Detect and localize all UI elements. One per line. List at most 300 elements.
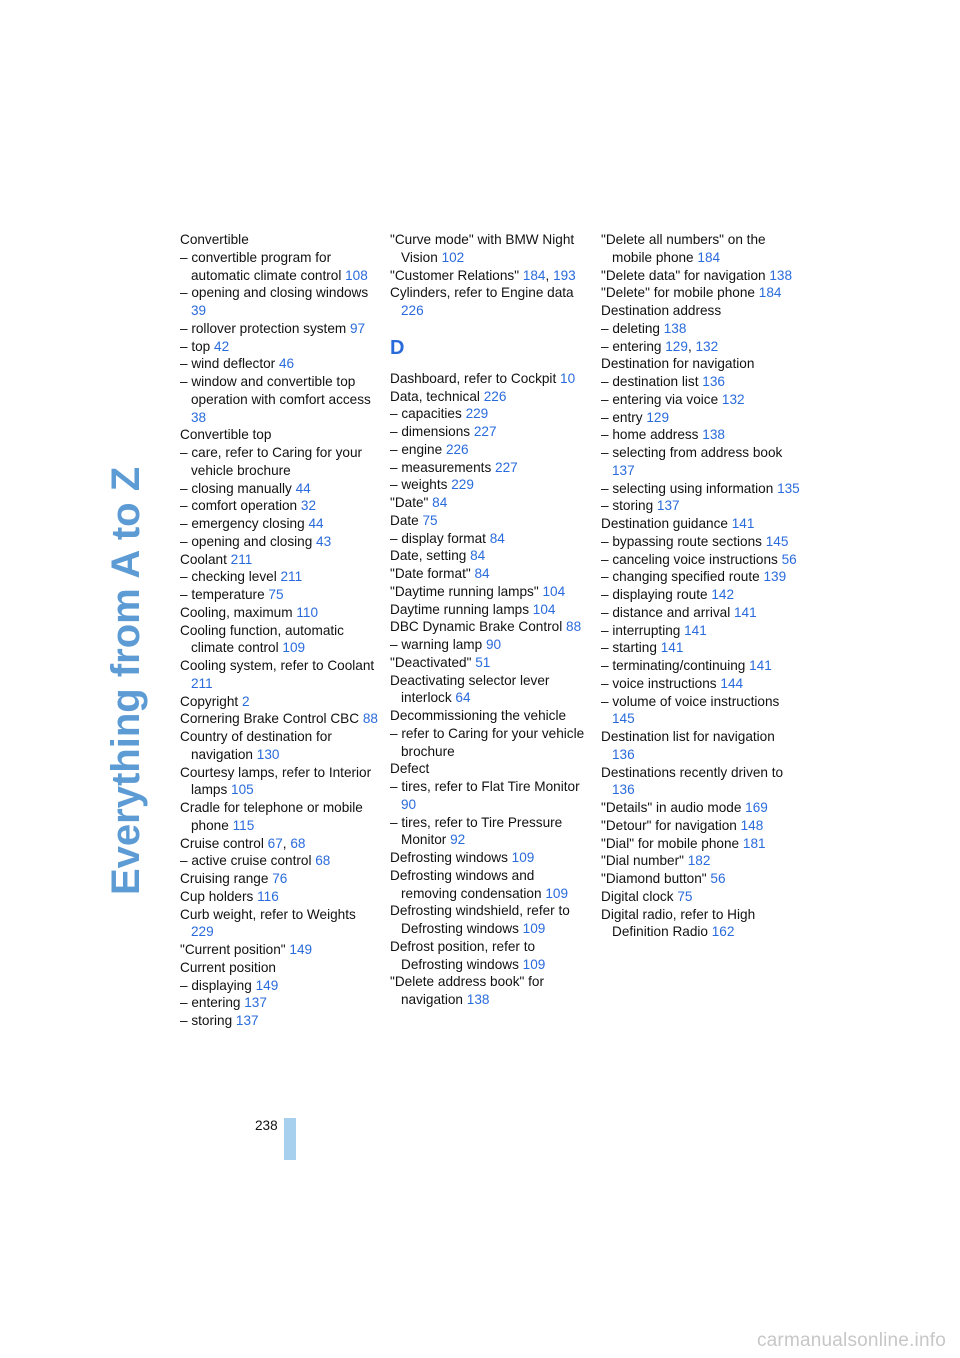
page-ref-link[interactable]: 132	[721, 391, 745, 407]
page-ref-link[interactable]: 56	[710, 871, 726, 886]
index-entry-text: – dimensions	[390, 424, 474, 439]
index-entry	[601, 622, 801, 640]
index-entry	[180, 338, 380, 356]
page-ref-link[interactable]: 64	[455, 690, 471, 706]
index-entry	[390, 973, 590, 1009]
index-entry-text: Deactivating selector lever interlock	[390, 672, 550, 706]
page-ref-link[interactable]: 182	[687, 853, 711, 869]
index-entry-text: Cooling system, refer to Coolant	[180, 658, 375, 673]
page-ref-link[interactable]: 68	[290, 835, 306, 851]
page-ref-link[interactable]: 211	[191, 675, 213, 691]
page-ref-link[interactable]: 229	[451, 477, 474, 493]
index-entry	[390, 583, 590, 601]
index-entry-text: – comfort operation	[180, 498, 301, 514]
index-entry	[601, 231, 801, 267]
page-ref-link[interactable]: 109	[282, 640, 306, 656]
page-ref-separator: ,	[545, 267, 554, 283]
index-entry-text: Decommissioning the vehicle	[390, 708, 567, 723]
index-entry	[180, 710, 380, 728]
index-entry	[180, 799, 380, 835]
index-entry-text: "Daytime running lamps"	[390, 583, 543, 599]
index-entry-text: – distance and arrival	[601, 604, 734, 620]
watermark: carmanualsonline.info	[756, 1330, 946, 1351]
index-entry-text: Cylinders, refer to Engine data	[390, 285, 574, 301]
page-ref-link[interactable]: 92	[450, 832, 466, 848]
page-ref-link[interactable]: 229	[191, 924, 214, 940]
index-entry-text: "Details" in audio mode	[601, 800, 746, 815]
index-entry-text: "Diamond button"	[601, 871, 711, 886]
index-entry	[180, 657, 380, 693]
page-ref-link[interactable]: 139	[763, 569, 787, 585]
index-entry-text: Digital radio, refer to High Definition Radio	[601, 906, 756, 940]
page-ref-link[interactable]: 138	[702, 427, 725, 443]
index-entry-text: – interrupting	[601, 622, 685, 638]
index-entry	[180, 906, 380, 942]
index-entry-text: DBC Dynamic Brake Control	[390, 619, 567, 635]
page-ref-link[interactable]: 104	[542, 583, 566, 599]
index-entry-text: – checking level	[180, 569, 281, 585]
index-entry	[601, 444, 801, 480]
index-entry	[180, 852, 380, 870]
index-entry-text: – window and convertible top operation with comfort access	[180, 374, 371, 407]
index-entry	[601, 586, 801, 604]
index-entry	[390, 814, 590, 850]
index-entry-text: Destination list for navigation	[601, 729, 775, 744]
page-ref-link[interactable]: 109	[522, 956, 546, 972]
page-ref-link[interactable]: 38	[191, 409, 207, 425]
index-entry-text: – wind deflector	[180, 356, 279, 372]
page-ref-link[interactable]: 136	[702, 374, 725, 389]
index-entry	[601, 693, 801, 729]
page-ref-link[interactable]: 109	[545, 885, 569, 901]
index-entry-text: Digital clock	[601, 888, 678, 904]
page-ref-link[interactable]: 132	[695, 338, 719, 354]
page-ref-link[interactable]: 184	[697, 249, 721, 265]
page-ref-link[interactable]: 149	[255, 977, 279, 993]
index-entry-text: Daytime running lamps	[390, 601, 533, 617]
index-entry-text: – bypassing route sections	[601, 533, 766, 549]
page-ref-link[interactable]: 75	[268, 587, 284, 602]
page-ref-separator: ,	[687, 338, 696, 354]
page-ref-link[interactable]: 44	[308, 516, 324, 531]
page-ref-link[interactable]: 141	[749, 658, 772, 673]
index-entry-text: Defrosting windshield, refer to Defrosting windows	[390, 903, 570, 936]
page-ref-link[interactable]: 141	[660, 640, 684, 656]
index-entry-text: – terminating/continuing	[601, 658, 750, 673]
index-entry	[180, 426, 380, 444]
page-ref-link[interactable]: 138	[466, 992, 490, 1007]
index-entry	[180, 249, 380, 285]
page-ref-link[interactable]: 149	[289, 942, 313, 957]
index-entry	[180, 888, 380, 906]
page-ref-separator: ,	[282, 835, 291, 851]
index-entry	[180, 622, 380, 658]
page-ref-link[interactable]: 184	[522, 267, 546, 283]
index-entry-text: Cruise control	[180, 835, 268, 851]
index-entry	[180, 835, 380, 853]
index-entry-text: Convertible top	[180, 427, 272, 443]
index-entry-text: "Date format"	[390, 566, 475, 581]
index-entry	[601, 764, 801, 800]
index-entry	[390, 267, 590, 285]
index-entry-text: "Delete all numbers" on the mobile phone	[601, 232, 766, 265]
index-entry	[180, 994, 380, 1012]
index-entry-text: – temperature	[180, 587, 269, 602]
index-entry-text: – opening and closing windows	[180, 285, 369, 301]
page-ref-link[interactable]: 141	[731, 516, 755, 531]
index-entry	[390, 547, 590, 565]
page-ref-link[interactable]: 130	[256, 746, 280, 762]
index-entry	[601, 320, 801, 338]
page-ref-link[interactable]: 108	[345, 267, 368, 283]
index-entry	[601, 515, 801, 533]
index-entry	[390, 672, 590, 708]
index-entry	[601, 835, 801, 853]
section-title: Everything from A to Z	[104, 466, 148, 895]
page-ref-link[interactable]: 138	[769, 267, 793, 283]
index-entry-text: – starting	[601, 640, 661, 656]
index-entry	[180, 551, 380, 569]
index-entry-text: "Curve mode" with BMW Night Vision	[390, 232, 575, 265]
index-entry-text: Cooling function, automatic climate control	[180, 622, 344, 656]
page-ref-link[interactable]: 67	[267, 835, 283, 851]
index-entry	[390, 284, 590, 320]
index-entry	[390, 530, 590, 548]
index-entry-text: Cornering Brake Control CBC	[180, 711, 363, 727]
index-entry	[601, 355, 801, 373]
index-entry-text: – engine	[390, 441, 446, 457]
index-entry-text: – refer to Caring for your vehicle brochure	[390, 725, 585, 759]
index-entry-text: "Customer Relations"	[390, 267, 523, 283]
index-entry	[390, 476, 590, 494]
index-entry-text: "Detour" for navigation	[601, 817, 741, 833]
index-entry	[390, 778, 590, 814]
index-entry-text: Cruising range	[180, 871, 273, 886]
index-entry-text: – top	[180, 338, 215, 354]
index-entry-text: Cup holders	[180, 888, 258, 904]
page-ref-link[interactable]: 184	[758, 285, 782, 301]
page-ref-link[interactable]: 46	[279, 356, 295, 372]
index-entry-text: Defect	[390, 761, 430, 777]
page-ref-link[interactable]: 88	[362, 711, 378, 727]
page-ref-link[interactable]: 110	[296, 604, 319, 620]
index-entry-text: Cradle for telephone or mobile phone	[180, 800, 363, 833]
page-ref-link[interactable]: 148	[740, 817, 764, 833]
page-ref-link[interactable]: 193	[553, 267, 576, 283]
index-entry	[180, 728, 380, 764]
page-ref-link[interactable]: 51	[475, 654, 491, 670]
index-entry	[601, 302, 801, 320]
index-entry-text: – closing manually	[180, 480, 296, 496]
index-entry	[390, 231, 590, 267]
index-entry	[390, 370, 590, 388]
index-entry	[390, 725, 590, 761]
index-entry-text: "Deactivated"	[390, 654, 476, 670]
page-ref-link[interactable]: 162	[711, 924, 735, 940]
page-ref-link[interactable]: 116	[257, 888, 279, 904]
index-entry-text: – home address	[601, 427, 703, 443]
page-ref-link[interactable]: 136	[612, 746, 635, 762]
page-ref-link[interactable]: 141	[734, 604, 757, 620]
index-entry	[180, 373, 380, 426]
page-ref-link[interactable]: 137	[235, 1013, 259, 1028]
index-entry-text: Dashboard, refer to Cockpit	[390, 370, 561, 386]
index-entry	[601, 480, 801, 498]
index-entry	[601, 799, 801, 817]
index-entry-text: – storing	[601, 498, 657, 514]
page-ref-link[interactable]: 84	[474, 566, 490, 581]
index-entry-text: "Delete" for mobile phone	[601, 285, 759, 301]
index-entry	[180, 941, 380, 959]
index-entry	[601, 888, 801, 906]
page-ref-link[interactable]: 145	[765, 533, 789, 549]
index-entry-text: Defrost position, refer to Defrosting windows	[390, 938, 536, 972]
page-ref-link[interactable]: 75	[422, 512, 438, 528]
index-entry-text: Coolant	[180, 551, 231, 567]
index-entry	[601, 906, 801, 942]
index-entry-text: Country of destination for navigation	[180, 729, 332, 762]
page-ref-link[interactable]: 56	[781, 551, 797, 567]
page-ref-link[interactable]: 226	[401, 303, 424, 318]
index-entry	[601, 604, 801, 622]
index-entry-text: Courtesy lamps, refer to Interior lamps	[180, 764, 372, 798]
index-entry	[180, 586, 380, 604]
page-ref-link[interactable]: 90	[401, 796, 417, 812]
index-entry	[390, 388, 590, 406]
index-entry	[180, 355, 380, 373]
index-entry-text: – deleting	[601, 320, 664, 336]
index-entry	[390, 938, 590, 974]
page-ref-link[interactable]: 226	[445, 441, 469, 457]
page-ref-link[interactable]: 137	[612, 462, 635, 478]
index-entry	[180, 497, 380, 515]
page-ref-link[interactable]: 32	[300, 498, 317, 514]
page-ref-link[interactable]: 136	[612, 782, 635, 798]
index-entry	[390, 636, 590, 654]
index-entry	[601, 852, 801, 870]
index-entry-text: – displaying route	[601, 587, 712, 602]
page-ref-link[interactable]: 227	[495, 459, 518, 475]
index-entry-text: – voice instructions	[601, 675, 721, 691]
index-entry-text: – capacities	[390, 406, 466, 422]
page-ref-link[interactable]: 137	[656, 498, 680, 514]
index-entry	[601, 533, 801, 551]
page-ref-link[interactable]: 138	[663, 320, 687, 336]
page-ref-link[interactable]: 2	[241, 693, 250, 709]
index-entry-text: Current position	[180, 959, 276, 975]
index-entry-text: – emergency closing	[180, 516, 309, 531]
index-entry	[601, 373, 801, 391]
index-entry	[180, 870, 380, 888]
page-ref-link[interactable]: 226	[483, 388, 507, 404]
page-ref-link[interactable]: 44	[295, 480, 311, 496]
index-entry-text: Destination for navigation	[601, 356, 755, 372]
index-entry	[390, 849, 590, 867]
page-number: 238	[255, 1118, 278, 1133]
index-entry-text: – opening and closing	[180, 533, 317, 549]
page-tab-bar	[284, 1118, 296, 1160]
page-ref-link[interactable]: 141	[684, 622, 707, 638]
index-entry-text: – rollover protection system	[180, 320, 350, 336]
index-entry	[601, 870, 801, 888]
index-entry-text: – entering via voice	[601, 391, 722, 407]
index-entry	[180, 693, 380, 711]
page-ref-link[interactable]: 129	[646, 409, 670, 425]
index-entry-text: Destination guidance	[601, 516, 732, 531]
index-entry-text: – entering	[601, 338, 666, 354]
page-ref-link[interactable]: 84	[470, 548, 486, 564]
page-ref-link[interactable]: 145	[612, 711, 635, 727]
page-ref-link[interactable]: 88	[566, 619, 582, 635]
index-entry	[601, 409, 801, 427]
page-ref-link[interactable]: 39	[191, 303, 207, 318]
index-entry-text: – entering	[180, 995, 245, 1011]
index-entry-text: – tires, refer to Tire Pressure Monitor	[390, 814, 563, 848]
index-entry	[180, 320, 380, 338]
page-ref-link[interactable]: 97	[350, 320, 366, 336]
index-entry	[390, 459, 590, 477]
page-ref-link[interactable]: 90	[485, 637, 502, 652]
index-entry	[390, 601, 590, 619]
index-entry-text: – measurements	[390, 459, 496, 475]
index-entry	[601, 639, 801, 657]
index-entry-text: "Delete address book" for navigation	[390, 974, 544, 1007]
index-entry	[180, 604, 380, 622]
index-entry-text: "Current position"	[180, 942, 290, 957]
index-entry-text: – display format	[390, 530, 490, 546]
page-ref-link[interactable]: 75	[677, 888, 693, 904]
index-entry	[601, 426, 801, 444]
index-entry	[390, 512, 590, 530]
page-ref-link[interactable]: 135	[777, 480, 800, 496]
page-ref-link[interactable]: 84	[489, 530, 505, 546]
index-entry	[601, 551, 801, 569]
index-entry-text: Destination address	[601, 303, 722, 318]
page-ref-link[interactable]: 104	[532, 601, 556, 617]
index-entry	[601, 267, 801, 285]
page-ref-link[interactable]: 227	[473, 424, 497, 439]
index-entry-text: "Dial" for mobile phone	[601, 835, 743, 851]
index-entry	[390, 565, 590, 583]
index-entry	[601, 568, 801, 586]
page-ref-link[interactable]: 129	[665, 338, 688, 354]
index-entry	[390, 760, 590, 778]
index-entry-text: – tires, refer to Flat Tire Monitor	[390, 779, 580, 794]
page-ref-link[interactable]: 43	[316, 533, 332, 549]
index-entry-text: "Date"	[390, 495, 433, 510]
index-entry-text: Curb weight, refer to Weights	[180, 906, 356, 922]
index-entry	[390, 867, 590, 903]
index-entry-text: Cooling, maximum	[180, 604, 297, 620]
index-entry-text: – warning lamp	[390, 637, 486, 652]
index-entry-text: Destinations recently driven to	[601, 764, 784, 780]
index-entry	[390, 423, 590, 441]
index-entry	[180, 959, 380, 977]
index-entry-text: – selecting from address book	[601, 445, 783, 460]
index-entry-text: Defrosting windows and removing condensation	[390, 867, 546, 901]
page-ref-link[interactable]: 211	[280, 569, 303, 585]
index-entry	[180, 568, 380, 586]
page-ref-link[interactable]: 211	[230, 551, 253, 567]
index-entry-text: Convertible	[180, 232, 249, 247]
index-entry-text: – canceling voice instructions	[601, 551, 782, 567]
index-entry-text: – entry	[601, 409, 647, 425]
index-entry-text: – destination list	[601, 374, 703, 389]
page-ref-link[interactable]: 105	[231, 782, 254, 798]
index-entry-text: – selecting using information	[601, 480, 778, 496]
index-entry	[390, 441, 590, 459]
index-column-1	[180, 231, 380, 1030]
page-ref-link[interactable]: 109	[511, 850, 535, 865]
page-ref-link[interactable]: 229	[465, 406, 489, 422]
index-entry	[601, 284, 801, 302]
index-entry-text: Defrosting windows	[390, 850, 512, 865]
page-ref-link[interactable]: 142	[711, 587, 735, 602]
index-entry-text: – active cruise control	[180, 853, 316, 869]
index-entry-text: – weights	[390, 477, 452, 493]
page-ref-link[interactable]: 76	[272, 871, 288, 886]
index-entry	[601, 728, 801, 764]
index-entry	[390, 707, 590, 725]
index-entry	[601, 657, 801, 675]
index-entry	[601, 338, 801, 356]
page-ref-link[interactable]: 181	[742, 835, 766, 851]
index-entry-text: Data, technical	[390, 388, 484, 404]
page-ref-link[interactable]: 144	[720, 675, 744, 691]
index-entry	[601, 817, 801, 835]
page-ref-link[interactable]: 68	[315, 853, 331, 869]
index-entry	[180, 1012, 380, 1030]
index-entry	[390, 902, 590, 938]
index-entry	[601, 675, 801, 693]
index-column-3	[601, 231, 801, 941]
index-entry	[180, 533, 380, 551]
index-entry	[180, 977, 380, 995]
index-entry-text: – convertible program for automatic climate control	[180, 249, 346, 283]
index-entry	[180, 284, 380, 320]
index-entry-text: "Dial number"	[601, 853, 688, 869]
index-entry	[390, 618, 590, 636]
index-entry	[180, 480, 380, 498]
index-entry	[390, 405, 590, 423]
index-column-2	[390, 231, 590, 1009]
index-entry-text: Date, setting	[390, 548, 471, 564]
page-ref-link[interactable]: 42	[214, 338, 230, 354]
index-entry-text: – storing	[180, 1013, 236, 1028]
page-ref-link[interactable]: 102	[441, 249, 465, 265]
page-ref-link[interactable]: 84	[432, 495, 448, 510]
index-entry	[390, 494, 590, 512]
page-ref-link[interactable]: 115	[232, 817, 255, 833]
page-ref-link[interactable]: 109	[522, 921, 546, 936]
index-entry	[180, 444, 380, 480]
page-ref-link[interactable]: 10	[560, 370, 576, 386]
index-entry-text: – displaying	[180, 977, 256, 993]
index-entry-text: – volume of voice instructions	[601, 693, 780, 709]
index-entry	[180, 764, 380, 800]
index-entry-text: – care, refer to Caring for your vehicle brochure	[180, 445, 363, 478]
index-entry	[390, 654, 590, 672]
index-letter-heading: D	[390, 336, 405, 359]
index-entry-text: – changing specified route	[601, 569, 764, 585]
index-entry-text: "Delete data" for navigation	[601, 267, 770, 283]
page-ref-link[interactable]: 169	[745, 800, 768, 815]
page-ref-link[interactable]: 137	[244, 995, 267, 1011]
index-entry-text: Copyright	[180, 693, 242, 709]
index-entry	[180, 231, 380, 249]
index-entry	[601, 497, 801, 515]
index-entry	[180, 515, 380, 533]
